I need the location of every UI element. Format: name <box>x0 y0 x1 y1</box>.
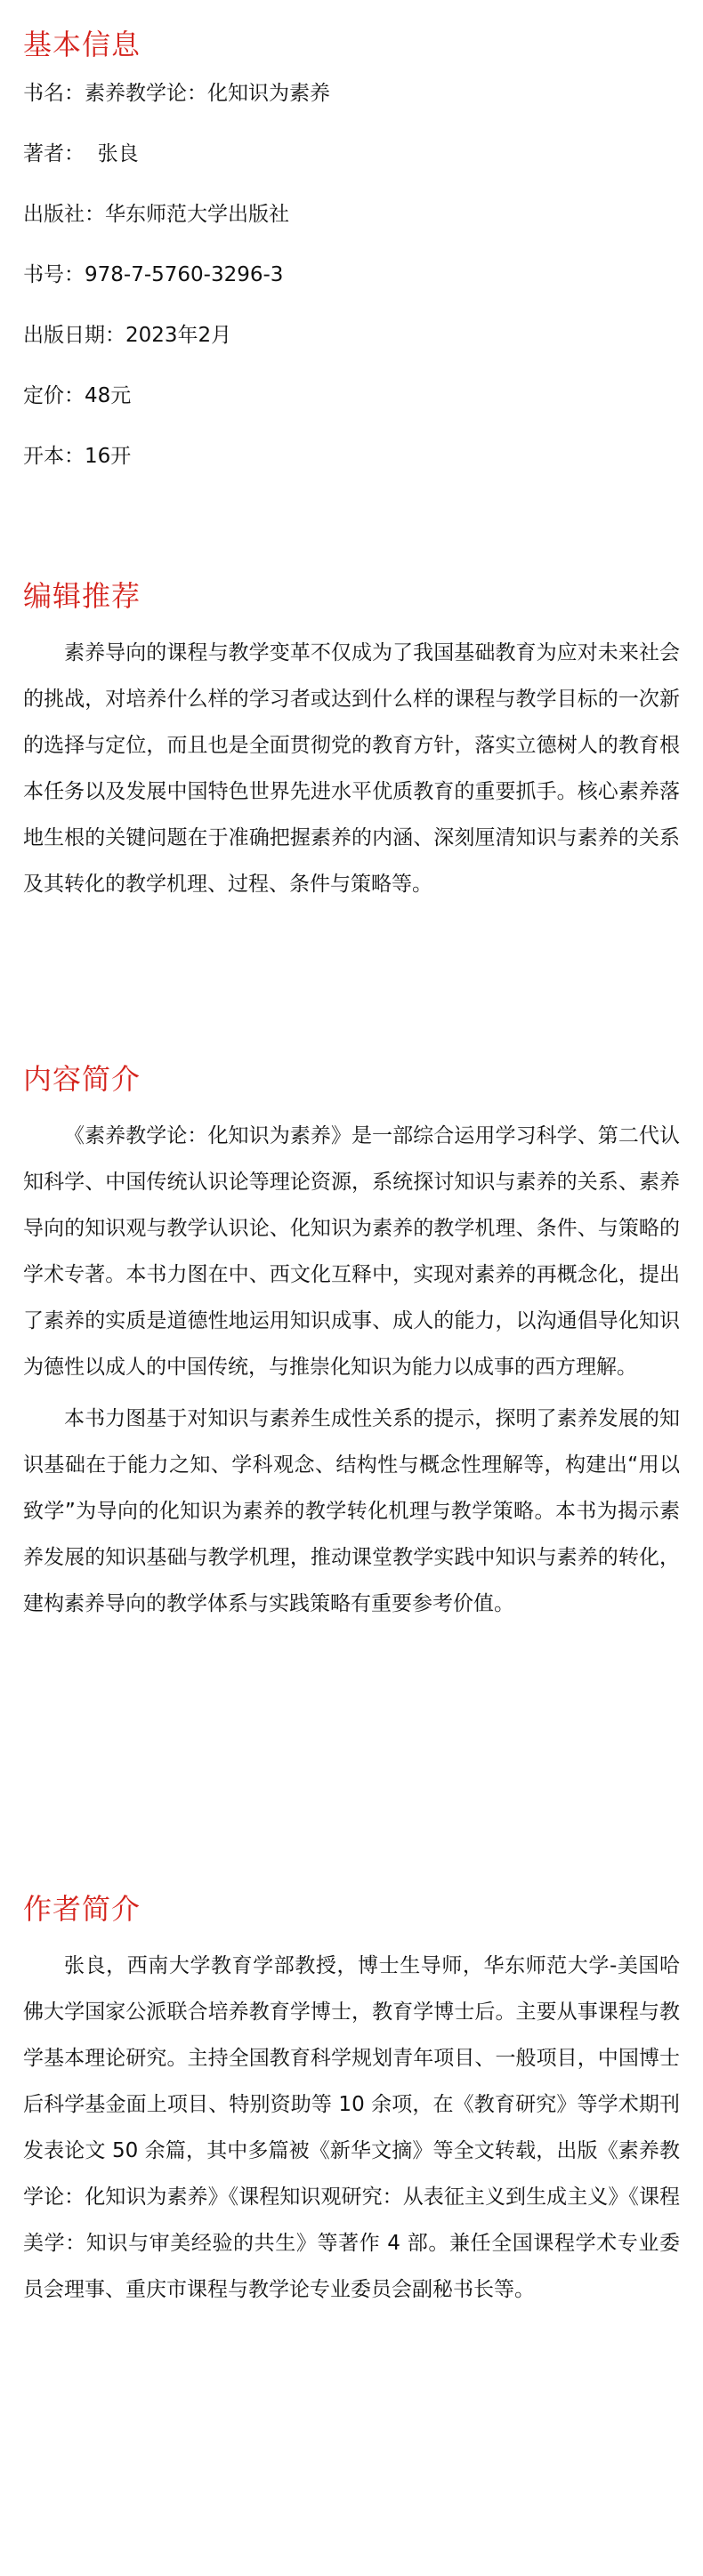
publisher-row: 出版社：华东师范大学出版社 <box>23 203 289 226</box>
author-intro-section <box>23 1888 680 2313</box>
basic-info-section <box>23 23 680 575</box>
content-intro-heading: 内容简介 <box>23 1062 141 1096</box>
editor-recommend-section <box>23 575 680 1058</box>
book-title-row: 书名：素养教学论：化知识为素养 <box>23 82 330 105</box>
author-intro-paragraph: 张良，西南大学教育学部教授，博士生导师，华东师范大学-美国哈佛大学国家公派联合培养教育学博士，教育学博士后。主要从事课程与教学基本理论研究。主持全国教育科学规划青年项目、一般项目，中国博士后科学基金面上项目、特别资助等 10 余项，在《教育研究》等学术期刊发表论文 50 余篇，其中多篇被《新华文摘》等全文转载，出版《素养教学论：化知识为素养》《课程知识观研究：从表征主义到生成主义》《课程美学：知识与审美经验的共生》等著作 4 部。兼任全国课程学术专业委员会理事、重庆市课程与教学论专业委员会副秘书长等。 <box>23 1954 680 2301</box>
basic-info-heading: 基本信息 <box>23 28 141 61</box>
editor-recommend-heading: 编辑推荐 <box>23 579 141 613</box>
isbn-row: 书号：978-7-5760-3296-3 <box>23 263 284 286</box>
format-row: 开本：16开 <box>23 445 132 468</box>
content-intro-paragraph-2: 本书力图基于对知识与素养生成性关系的提示，探明了素养发展的知识基础在于能力之知、学科观念、结构性与概念性理解等，构建出“用以致学”为导向的化知识为素养的教学转化机理与教学策略。本书为揭示素养发展的知识基础与教学机理，推动课堂教学实践中知识与素养的转化，建构素养导向的教学体系与实践策略有重要参考价值。 <box>23 1407 680 1615</box>
author-intro-heading: 作者简介 <box>23 1892 141 1926</box>
content-intro-paragraph-1: 《素养教学论：化知识为素养》是一部综合运用学习科学、第二代认知科学、中国传统认识论等理论资源，系统探讨知识与素养的关系、素养导向的知识观与教学认识论、化知识为素养的教学机理、条件、与策略的学术专著。本书力图在中、西文化互释中，实现对素养的再概念化，提出了素养的实质是道德性地运用知识成事、成人的能力，以沟通倡导化知识为德性以成人的中国传统，与推崇化知识为能力以成事的西方理解。 <box>23 1124 680 1379</box>
content-intro-section <box>23 1058 680 1888</box>
price-row: 定价：48元 <box>23 384 132 407</box>
publish-date-row: 出版日期：2023年2月 <box>23 324 232 347</box>
editor-recommend-paragraph: 素养导向的课程与教学变革不仅成为了我国基础教育为应对未来社会的挑战，对培养什么样的学习者或达到什么样的课程与教学目标的一次新的选择与定位，而且也是全面贯彻党的教育方针，落实立德树人的教育根本任务以及发展中国特色世界先进水平优质教育的重要抓手。核心素养落地生根的关键问题在于准确把握素养的内涵、深刻厘清知识与素养的关系及其转化的教学机理、过程、条件与策略等。 <box>23 641 680 896</box>
author-row: 著者： 张良 <box>23 142 139 165</box>
